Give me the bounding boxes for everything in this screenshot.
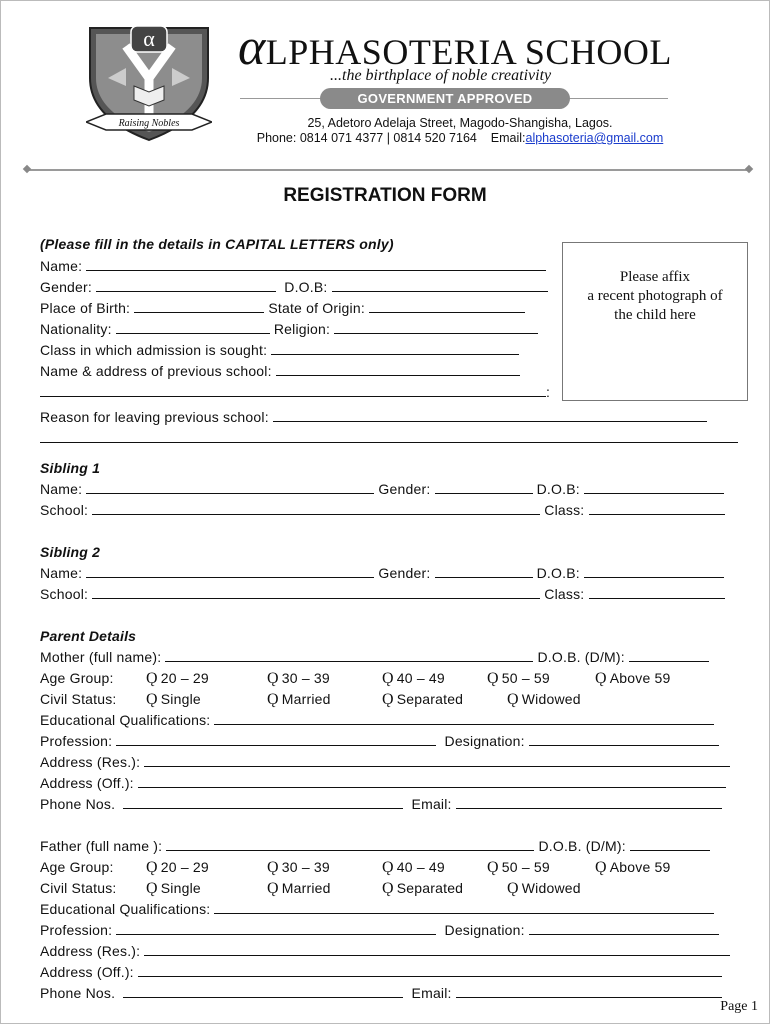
father-address-off-field[interactable]	[138, 965, 722, 977]
mother-name-field[interactable]	[165, 650, 533, 662]
sibling-2-name-row	[40, 565, 724, 581]
radio-ring-icon: Ǫ	[146, 691, 158, 708]
radio-ring-icon: Ǫ	[507, 880, 519, 897]
place-of-birth-field[interactable]	[134, 301, 264, 313]
reason-row	[40, 409, 707, 425]
photo-instruction: Please affix a recent photograph of the child here	[587, 269, 723, 323]
reason-field[interactable]	[273, 410, 707, 422]
reason-label: Reason for leaving previous school:	[40, 409, 269, 425]
form-title: REGISTRATION FORM	[283, 185, 487, 206]
father-profession-field[interactable]	[116, 923, 436, 935]
mother-age-option-1[interactable]: Ǫ 20 – 29	[146, 670, 209, 687]
school-name-rest: LPHASOTERIA SCHOOL	[265, 32, 672, 72]
radio-ring-icon: Ǫ	[595, 670, 607, 687]
radio-ring-icon: Ǫ	[595, 859, 607, 876]
mother-age-option-3[interactable]: Ǫ 40 – 49	[382, 670, 445, 687]
mother-address-off-label: Address (Off.):	[40, 775, 134, 791]
radio-ring-icon: Ǫ	[487, 859, 499, 876]
mother-phone-row	[40, 796, 722, 812]
sibling-1-class-field[interactable]	[589, 503, 725, 515]
sibling-2-name-label: Name:	[40, 565, 83, 581]
father-education-row	[40, 901, 714, 917]
mother-education-field[interactable]	[214, 713, 714, 725]
email-label: Email:	[490, 131, 526, 145]
father-age-option-2[interactable]: Ǫ 30 – 39	[267, 859, 330, 876]
sibling-2-gender-label: Gender:	[378, 565, 431, 581]
applicant-gender-row	[40, 279, 548, 295]
mother-age-option-4[interactable]: Ǫ 50 – 59	[487, 670, 550, 687]
school-address: 25, Adetoro Adelaja Street, Magodo-Shangisha, Lagos.	[307, 116, 613, 130]
father-age-group-row	[40, 859, 671, 877]
father-status-widowed[interactable]: Ǫ Widowed	[507, 880, 581, 897]
class-sought-row	[40, 342, 519, 358]
dob-label: D.O.B:	[284, 279, 328, 295]
mother-age-group-row	[40, 670, 671, 688]
sibling-2-class-label: Class:	[544, 586, 585, 602]
sibling-2-class-field[interactable]	[589, 587, 725, 599]
mother-address-off-field[interactable]	[138, 776, 726, 788]
father-civil-status-label: Civil Status:	[40, 880, 117, 896]
father-email-label: Email:	[411, 985, 452, 1001]
radio-ring-icon: Ǫ	[146, 880, 158, 897]
radio-ring-icon: Ǫ	[382, 859, 394, 876]
mother-dob-field[interactable]	[629, 650, 709, 662]
father-name-label: Father (full name ):	[40, 838, 163, 854]
father-status-married[interactable]: Ǫ Married	[267, 880, 331, 897]
father-address-res-label: Address (Res.):	[40, 943, 141, 959]
applicant-name-row	[40, 258, 546, 274]
father-phone-label: Phone Nos.	[40, 985, 116, 1001]
radio-ring-icon: Ǫ	[382, 691, 394, 708]
father-name-row	[40, 838, 710, 854]
reason-field-2[interactable]	[40, 431, 738, 443]
religion-label: Religion:	[273, 321, 331, 337]
school-contact	[232, 131, 688, 145]
photo-box	[562, 242, 748, 401]
state-of-origin-field[interactable]	[369, 301, 525, 313]
sibling-2-school-label: School:	[40, 586, 89, 602]
radio-ring-icon: Ǫ	[267, 670, 279, 687]
radio-ring-icon: Ǫ	[267, 691, 279, 708]
sibling-1-gender-field[interactable]	[435, 482, 533, 494]
father-address-res-field[interactable]	[144, 944, 730, 956]
mother-profession-field[interactable]	[116, 734, 436, 746]
sibling-1-school-label: School:	[40, 502, 89, 518]
mother-status-separated[interactable]: Ǫ Separated	[382, 691, 464, 708]
school-motto: ...the birthplace of noble creativity	[330, 67, 552, 84]
father-age-group-label: Age Group:	[40, 859, 114, 875]
sibling-1-name-field[interactable]	[86, 482, 374, 494]
previous-school-row	[40, 363, 520, 379]
nationality-label: Nationality:	[40, 321, 112, 337]
sibling-2-name-field[interactable]	[86, 566, 374, 578]
father-civil-status-row	[40, 880, 581, 898]
father-age-option-5[interactable]: Ǫ Above 59	[595, 859, 671, 876]
father-age-option-4[interactable]: Ǫ 50 – 59	[487, 859, 550, 876]
mother-phone-field[interactable]	[123, 797, 403, 809]
father-status-single[interactable]: Ǫ Single	[146, 880, 201, 897]
father-phone-row	[40, 985, 722, 1001]
mother-address-res-label: Address (Res.):	[40, 754, 141, 770]
mother-civil-status-label: Civil Status:	[40, 691, 117, 707]
sibling-2-school-row	[40, 586, 725, 602]
mother-designation-field[interactable]	[529, 734, 719, 746]
sibling-2-school-field[interactable]	[92, 587, 540, 599]
mother-phone-label: Phone Nos.	[40, 796, 116, 812]
applicant-name-field[interactable]	[86, 259, 546, 271]
father-profession-label: Profession:	[40, 922, 113, 938]
parent-details-heading: Parent Details	[40, 628, 137, 644]
school-phone: Phone: 0814 071 4377 | 0814 520 7164	[256, 131, 477, 145]
father-email-field[interactable]	[456, 986, 722, 998]
class-sought-field[interactable]	[271, 343, 519, 355]
mother-address-res-row	[40, 754, 730, 770]
father-dob-field[interactable]	[630, 839, 710, 851]
name-label: Name:	[40, 258, 83, 274]
father-address-off-row	[40, 964, 722, 980]
sibling-1-name-label: Name:	[40, 481, 83, 497]
father-address-res-row	[40, 943, 730, 959]
gender-label: Gender:	[40, 279, 92, 295]
sibling-2-dob-label: D.O.B:	[536, 565, 580, 581]
sibling-1-dob-label: D.O.B:	[536, 481, 580, 497]
sibling-1-dob-field[interactable]	[584, 482, 724, 494]
page-number: Page 1	[720, 999, 758, 1014]
father-profession-row	[40, 922, 719, 938]
mother-status-married[interactable]: Ǫ Married	[267, 691, 331, 708]
father-status-separated[interactable]: Ǫ Separated	[382, 880, 464, 897]
mother-status-single[interactable]: Ǫ Single	[146, 691, 201, 708]
mother-name-row	[40, 649, 709, 665]
father-dob-label: D.O.B. (D/M):	[538, 838, 626, 854]
mother-civil-status-row	[40, 691, 581, 709]
government-approved-badge: GOVERNMENT APPROVED	[320, 88, 570, 109]
applicant-gender-field[interactable]	[96, 280, 276, 292]
crest-alpha-letter: α	[143, 26, 155, 51]
nationality-row	[40, 321, 538, 337]
father-designation-field[interactable]	[529, 923, 719, 935]
sibling-1-gender-label: Gender:	[378, 481, 431, 497]
radio-ring-icon: Ǫ	[146, 670, 158, 687]
applicant-dob-field[interactable]	[332, 280, 548, 292]
sibling-1-class-label: Class:	[544, 502, 585, 518]
father-name-field[interactable]	[166, 839, 534, 851]
mother-age-option-2[interactable]: Ǫ 30 – 39	[267, 670, 330, 687]
mother-age-group-label: Age Group:	[40, 670, 114, 686]
sibling-1-school-field[interactable]	[92, 503, 540, 515]
sibling-2-gender-field[interactable]	[435, 566, 533, 578]
mother-email-field[interactable]	[456, 797, 722, 809]
father-age-option-3[interactable]: Ǫ 40 – 49	[382, 859, 445, 876]
place-of-birth-row	[40, 300, 525, 316]
previous-school-label: Name & address of previous school:	[40, 363, 272, 379]
mother-profession-label: Profession:	[40, 733, 113, 749]
radio-ring-icon: Ǫ	[382, 670, 394, 687]
previous-school-field[interactable]	[276, 364, 520, 376]
mother-age-option-5[interactable]: Ǫ Above 59	[595, 670, 671, 687]
crest-banner-text: Raising Nobles	[118, 118, 180, 129]
reason-row-2	[40, 430, 738, 446]
radio-ring-icon: Ǫ	[267, 859, 279, 876]
place-of-birth-label: Place of Birth:	[40, 300, 131, 316]
mother-address-res-field[interactable]	[144, 755, 730, 767]
sibling-1-heading: Sibling 1	[40, 460, 101, 476]
mother-education-row	[40, 712, 714, 728]
mother-education-label: Educational Qualifications:	[40, 712, 211, 728]
sibling-1-name-row	[40, 481, 724, 497]
father-designation-label: Designation:	[444, 922, 525, 938]
father-education-field[interactable]	[214, 902, 714, 914]
state-of-origin-label: State of Origin:	[268, 300, 365, 316]
mother-name-label: Mother (full name):	[40, 649, 162, 665]
mother-address-off-row	[40, 775, 726, 791]
mother-email-label: Email:	[411, 796, 452, 812]
header-divider	[26, 169, 750, 171]
father-age-option-1[interactable]: Ǫ 20 – 29	[146, 859, 209, 876]
radio-ring-icon: Ǫ	[507, 691, 519, 708]
sibling-2-dob-field[interactable]	[584, 566, 724, 578]
school-name-alpha: α	[238, 19, 266, 76]
mother-profession-row	[40, 733, 719, 749]
nationality-field[interactable]	[116, 322, 270, 334]
radio-ring-icon: Ǫ	[382, 880, 394, 897]
previous-school-end: :	[546, 384, 551, 400]
previous-school-row-2	[40, 384, 550, 400]
mother-status-widowed[interactable]: Ǫ Widowed	[507, 691, 581, 708]
mother-designation-label: Designation:	[444, 733, 525, 749]
sibling-1-school-row	[40, 502, 725, 518]
father-education-label: Educational Qualifications:	[40, 901, 211, 917]
father-address-off-label: Address (Off.):	[40, 964, 134, 980]
religion-field[interactable]	[334, 322, 538, 334]
radio-ring-icon: Ǫ	[487, 670, 499, 687]
sibling-2-heading: Sibling 2	[40, 544, 101, 560]
school-crest-logo	[86, 18, 212, 142]
radio-ring-icon: Ǫ	[146, 859, 158, 876]
radio-ring-icon: Ǫ	[267, 880, 279, 897]
school-email-link[interactable]: alphasoteria@gmail.com	[525, 131, 664, 145]
father-phone-field[interactable]	[123, 986, 403, 998]
class-sought-label: Class in which admission is sought:	[40, 342, 268, 358]
mother-dob-label: D.O.B. (D/M):	[537, 649, 625, 665]
previous-school-field-2[interactable]	[40, 385, 546, 397]
instruction-text: (Please fill in the details in CAPITAL LETTERS only)	[40, 236, 394, 252]
